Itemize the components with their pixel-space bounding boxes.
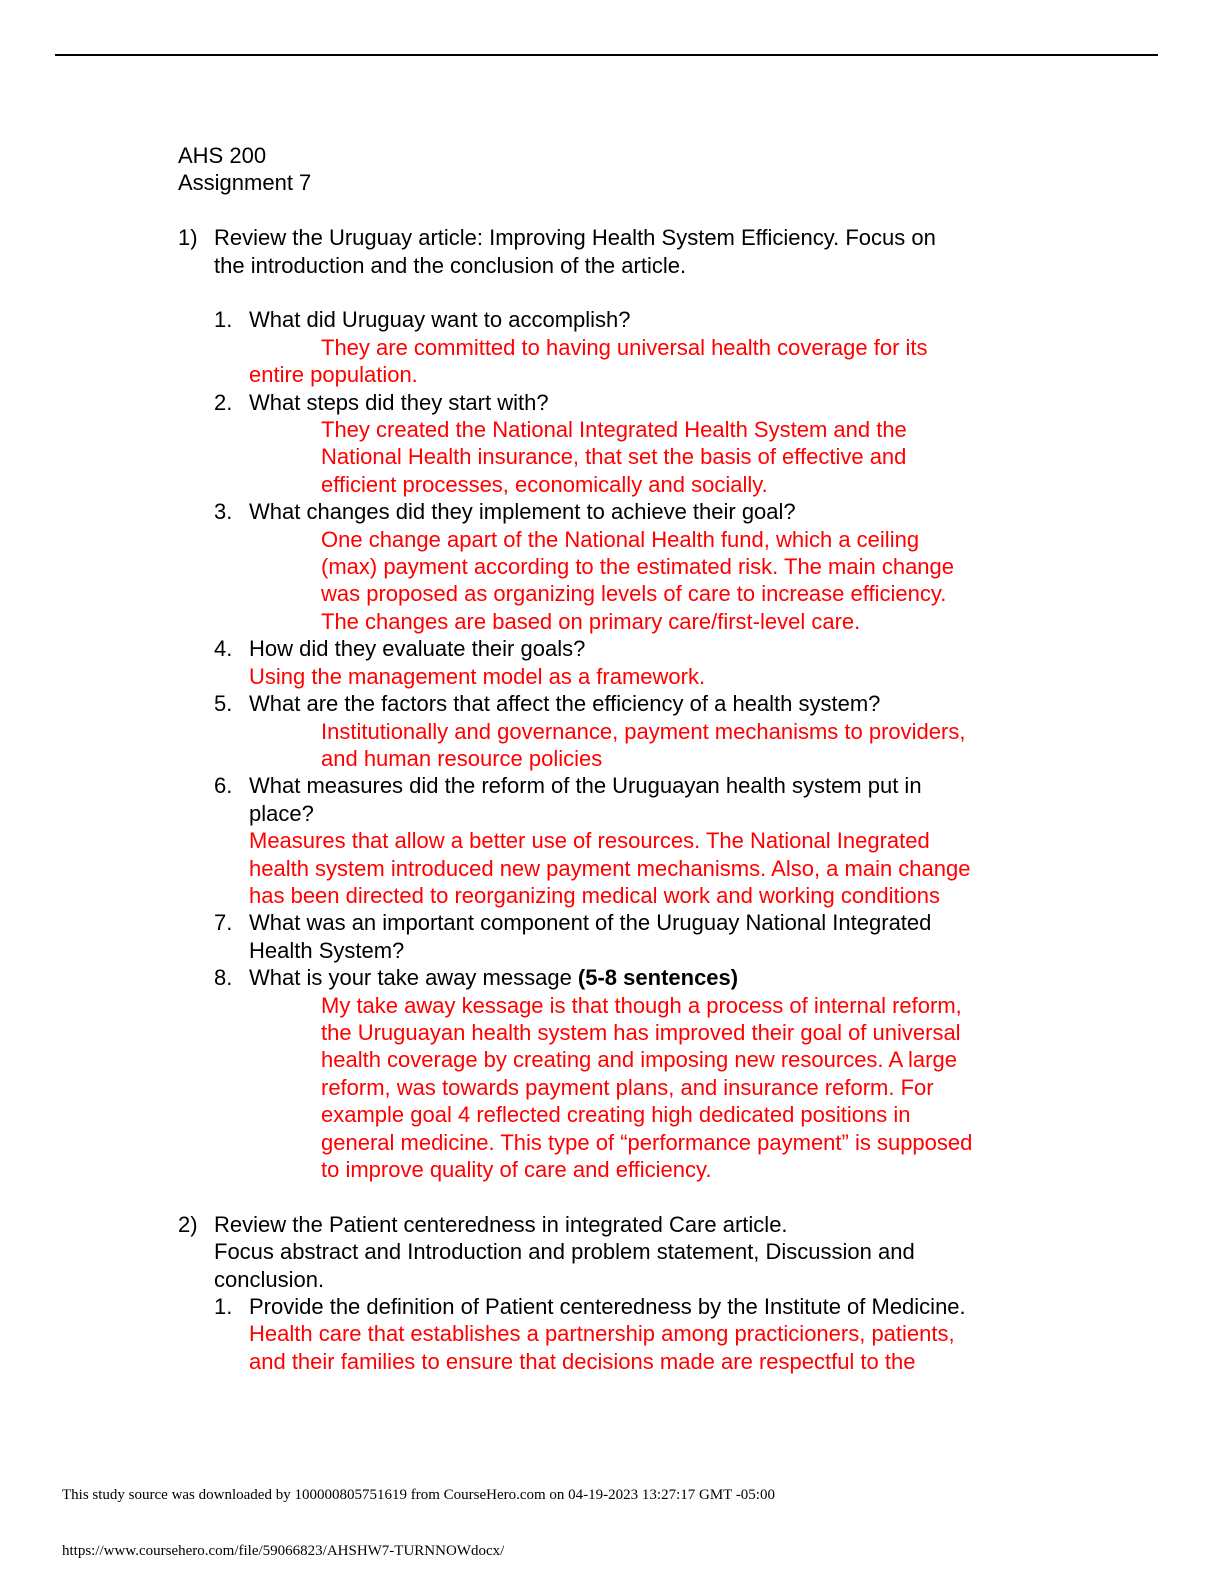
sub-question: Health System? (249, 937, 405, 963)
list-item: 1. Provide the definition of Patient centeredness by the Institute of Medicine. (178, 1293, 1058, 1320)
answer-text: to improve quality of care and efficiency. (321, 1157, 712, 1182)
question-prompt: conclusion. (214, 1266, 325, 1292)
sub-question: What is your take away message (5-8 sentences) (249, 965, 739, 991)
sub-question: What measures did the reform of the Uruguayan health system put in (249, 773, 922, 799)
answer-text: was proposed as organizing levels of care to increase efficiency. (321, 581, 947, 607)
sub-question: place? (249, 800, 314, 826)
list-item: 3. What changes did they implement to achieve their goal? (178, 498, 1058, 525)
emphasis-text: (5-8 sentences) (577, 965, 739, 991)
answer-text: health coverage by creating and imposing new resources. A large (321, 1047, 957, 1073)
course-code: AHS 200 (178, 143, 267, 168)
answer-text: and human resource policies (321, 745, 603, 771)
sub-question: What did Uruguay want to accomplish? (249, 307, 631, 333)
answer-text: and their families to ensure that decisions made are respectful to the (249, 1348, 916, 1374)
answer-text: efficient processes, economically and socially. (321, 471, 768, 497)
sub-question: What are the factors that affect the efficiency of a health system? (249, 691, 881, 717)
sub-question: Provide the definition of Patient centeredness by the Institute of Medicine. (249, 1294, 966, 1320)
list-item: 5. What are the factors that affect the efficiency of a health system? (178, 690, 1058, 717)
download-notice: This study source was downloaded by 100000805751619 from CourseHero.com on 04-19-2023 13:27:17 GMT -05:00 (62, 1487, 775, 1503)
assignment-title: Assignment 7 (178, 170, 312, 196)
sub-question: What was an important component of the Uruguay National Integrated (249, 910, 932, 936)
answer-text: My take away kessage is that though a process of internal reform, (321, 992, 962, 1018)
answer-text: Measures that allow a better use of resources. The National Inegrated (249, 828, 930, 854)
list-item: 1. What did Uruguay want to accomplish? (178, 306, 1058, 333)
answer-text: They created the National Integrated Health System and the (321, 417, 907, 443)
answer-text: Institutionally and governance, payment mechanisms to providers, (321, 718, 966, 744)
answer-text: general medicine. This type of “performance payment” is supposed (321, 1129, 973, 1155)
answer-text: Health care that establishes a partnership among practicioners, patients, (249, 1321, 955, 1347)
answer-text: entire population. (249, 362, 418, 388)
top-rule (55, 54, 1158, 56)
question-number: 2) (178, 1211, 198, 1237)
list-item: 4. How did they evaluate their goals? (178, 635, 1058, 662)
sub-question: How did they evaluate their goals? (249, 636, 586, 662)
question-2 (178, 1211, 1058, 1293)
list-item: 7. What was an important component of the Uruguay National Integrated Health System? (178, 909, 1058, 964)
question-prompt: Focus abstract and Introduction and problem statement, Discussion and (214, 1239, 915, 1265)
answer-text: example goal 4 reflected creating high dedicated positions in (321, 1102, 911, 1128)
question-number: 1) (178, 225, 198, 251)
answer-text: National Health insurance, that set the basis of effective and (321, 444, 907, 470)
answer-text: the Uruguayan health system has improved their goal of universal (321, 1019, 961, 1045)
answer-text: (max) payment according to the estimated risk. The main change (321, 554, 955, 580)
list-item: 6. What measures did the reform of the Uruguayan health system put in place? (178, 772, 1058, 827)
document-body (178, 142, 1058, 1375)
list-item: 8. What is your take away message (5-8 sentences) (178, 964, 1058, 991)
question-1 (178, 224, 1058, 279)
answer-text: health system introduced new payment mechanisms. Also, a main change (249, 855, 971, 881)
answer-text: They are committed to having universal health coverage for its (321, 334, 928, 360)
answer-text: Using the management model as a framework. (249, 663, 706, 689)
answer-text: has been directed to reorganizing medical work and working conditions (249, 882, 940, 908)
answer-text: One change apart of the National Health fund, which a ceiling (321, 526, 920, 552)
question-prompt: the introduction and the conclusion of the article. (214, 252, 687, 278)
question-prompt: Review the Uruguay article: Improving Health System Efficiency. Focus on (214, 225, 936, 251)
list-item: 2. What steps did they start with? (178, 389, 1058, 416)
sub-question: What changes did they implement to achieve their goal? (249, 499, 796, 525)
answer-text: reform, was towards payment plans, and insurance reform. For (321, 1074, 934, 1100)
sub-question: What steps did they start with? (249, 389, 549, 415)
question-prompt: Review the Patient centeredness in integrated Care article. (214, 1211, 788, 1237)
answer-text: The changes are based on primary care/first-level care. (321, 608, 861, 634)
source-url[interactable]: https://www.coursehero.com/file/59066823/AHSHW7-TURNNOWdocx/ (62, 1543, 505, 1559)
